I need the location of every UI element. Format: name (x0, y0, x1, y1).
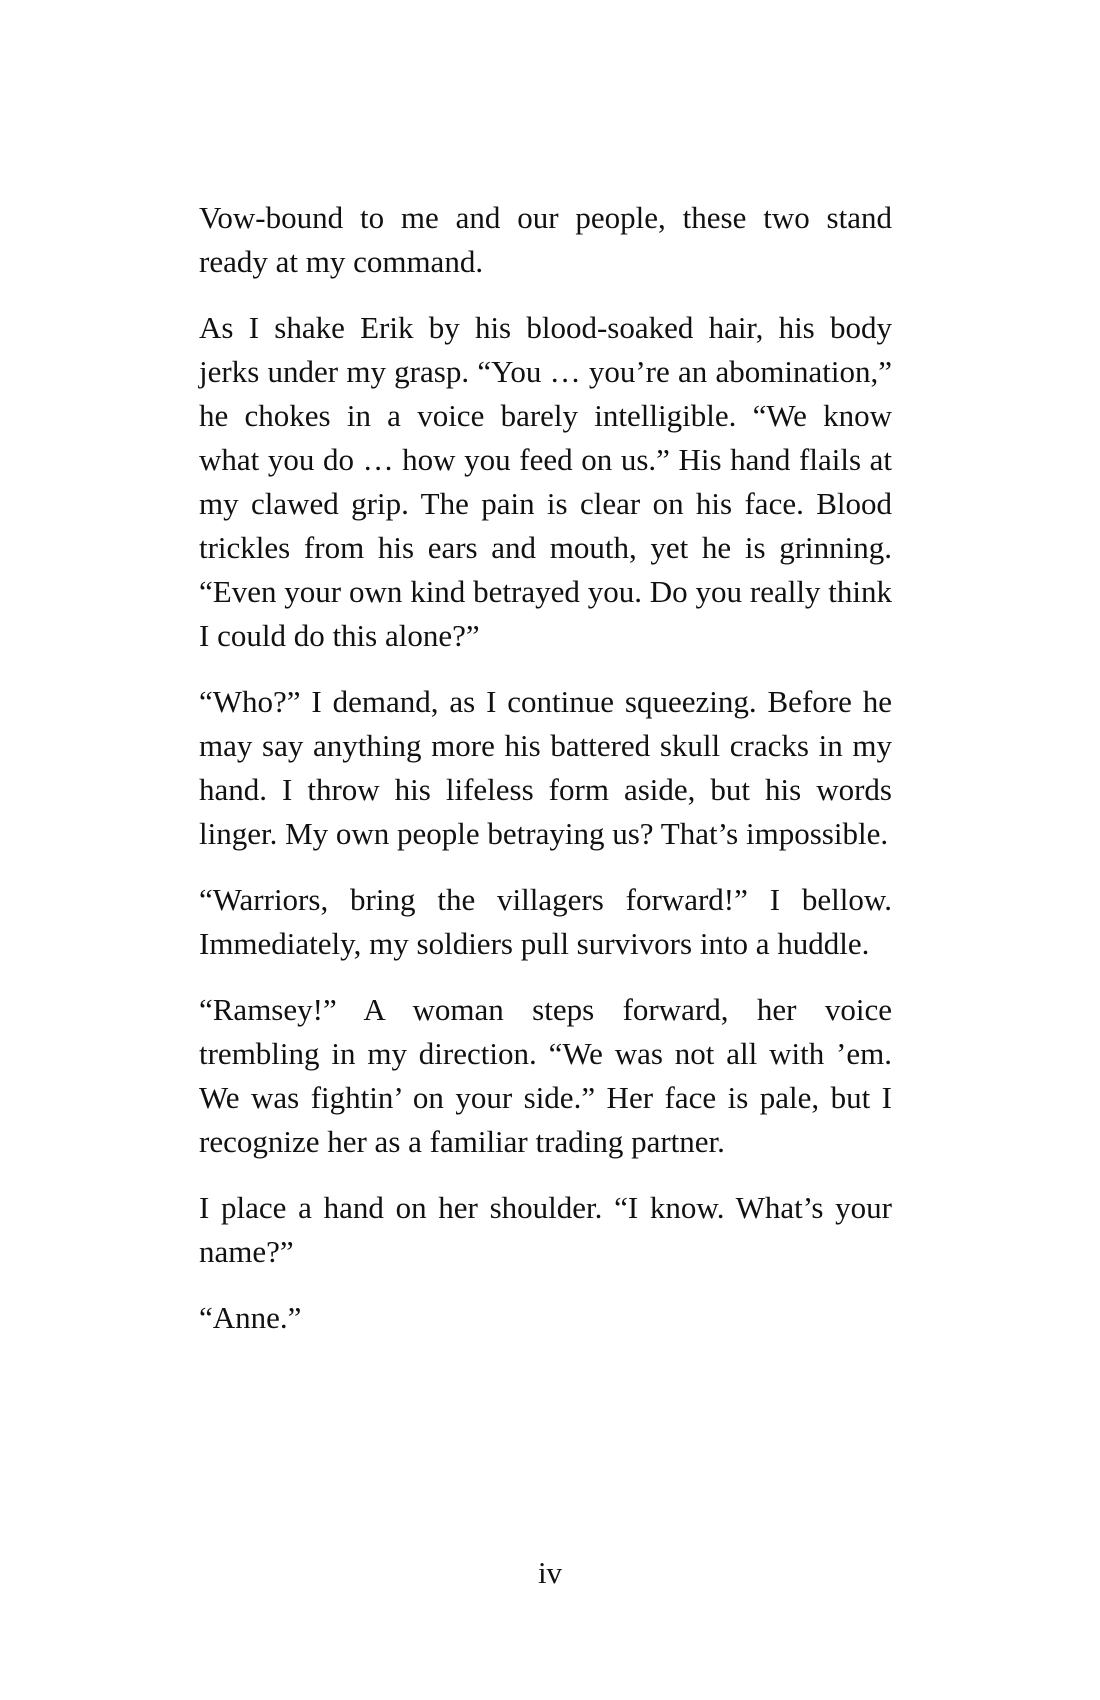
paragraph: “Ramsey!” A woman steps forward, her voice trembling in my direction. “We was not all with ’em. We was fightin’ on your side.” Her face is pale, but I recognize her as a familiar trading partner. (199, 992, 892, 1159)
paragraph: “Anne.” (199, 1300, 302, 1335)
page-body (199, 196, 892, 1362)
paragraph: “Warriors, bring the villagers forward!” I bellow. Immediately, my soldiers pull survivors into a huddle. (199, 882, 892, 961)
page-number: iv (537, 1555, 563, 1590)
paragraph: Vow-bound to me and our people, these two stand ready at my command. (199, 200, 892, 279)
paragraph: As I shake Erik by his blood-soaked hair, his body jerks under my grasp. “You … you’re an abomination,” he chokes in a voice barely intelligible. “We know what you do … how you feed on us.” His hand flails at my clawed grip. The pain is clear on his face. Blood trickles from his ears and mouth, yet he is grinning. “Even your own kind betrayed you. Do you really think I could do this alone?” (199, 310, 892, 653)
paragraph: I place a hand on her shoulder. “I know. What’s your name?” (199, 1190, 892, 1269)
paragraph: “Who?” I demand, as I continue squeezing. Before he may say anything more his battered skull cracks in my hand. I throw his lifeless form aside, but his words linger. My own people betraying us? That’s impossible. (199, 684, 892, 851)
